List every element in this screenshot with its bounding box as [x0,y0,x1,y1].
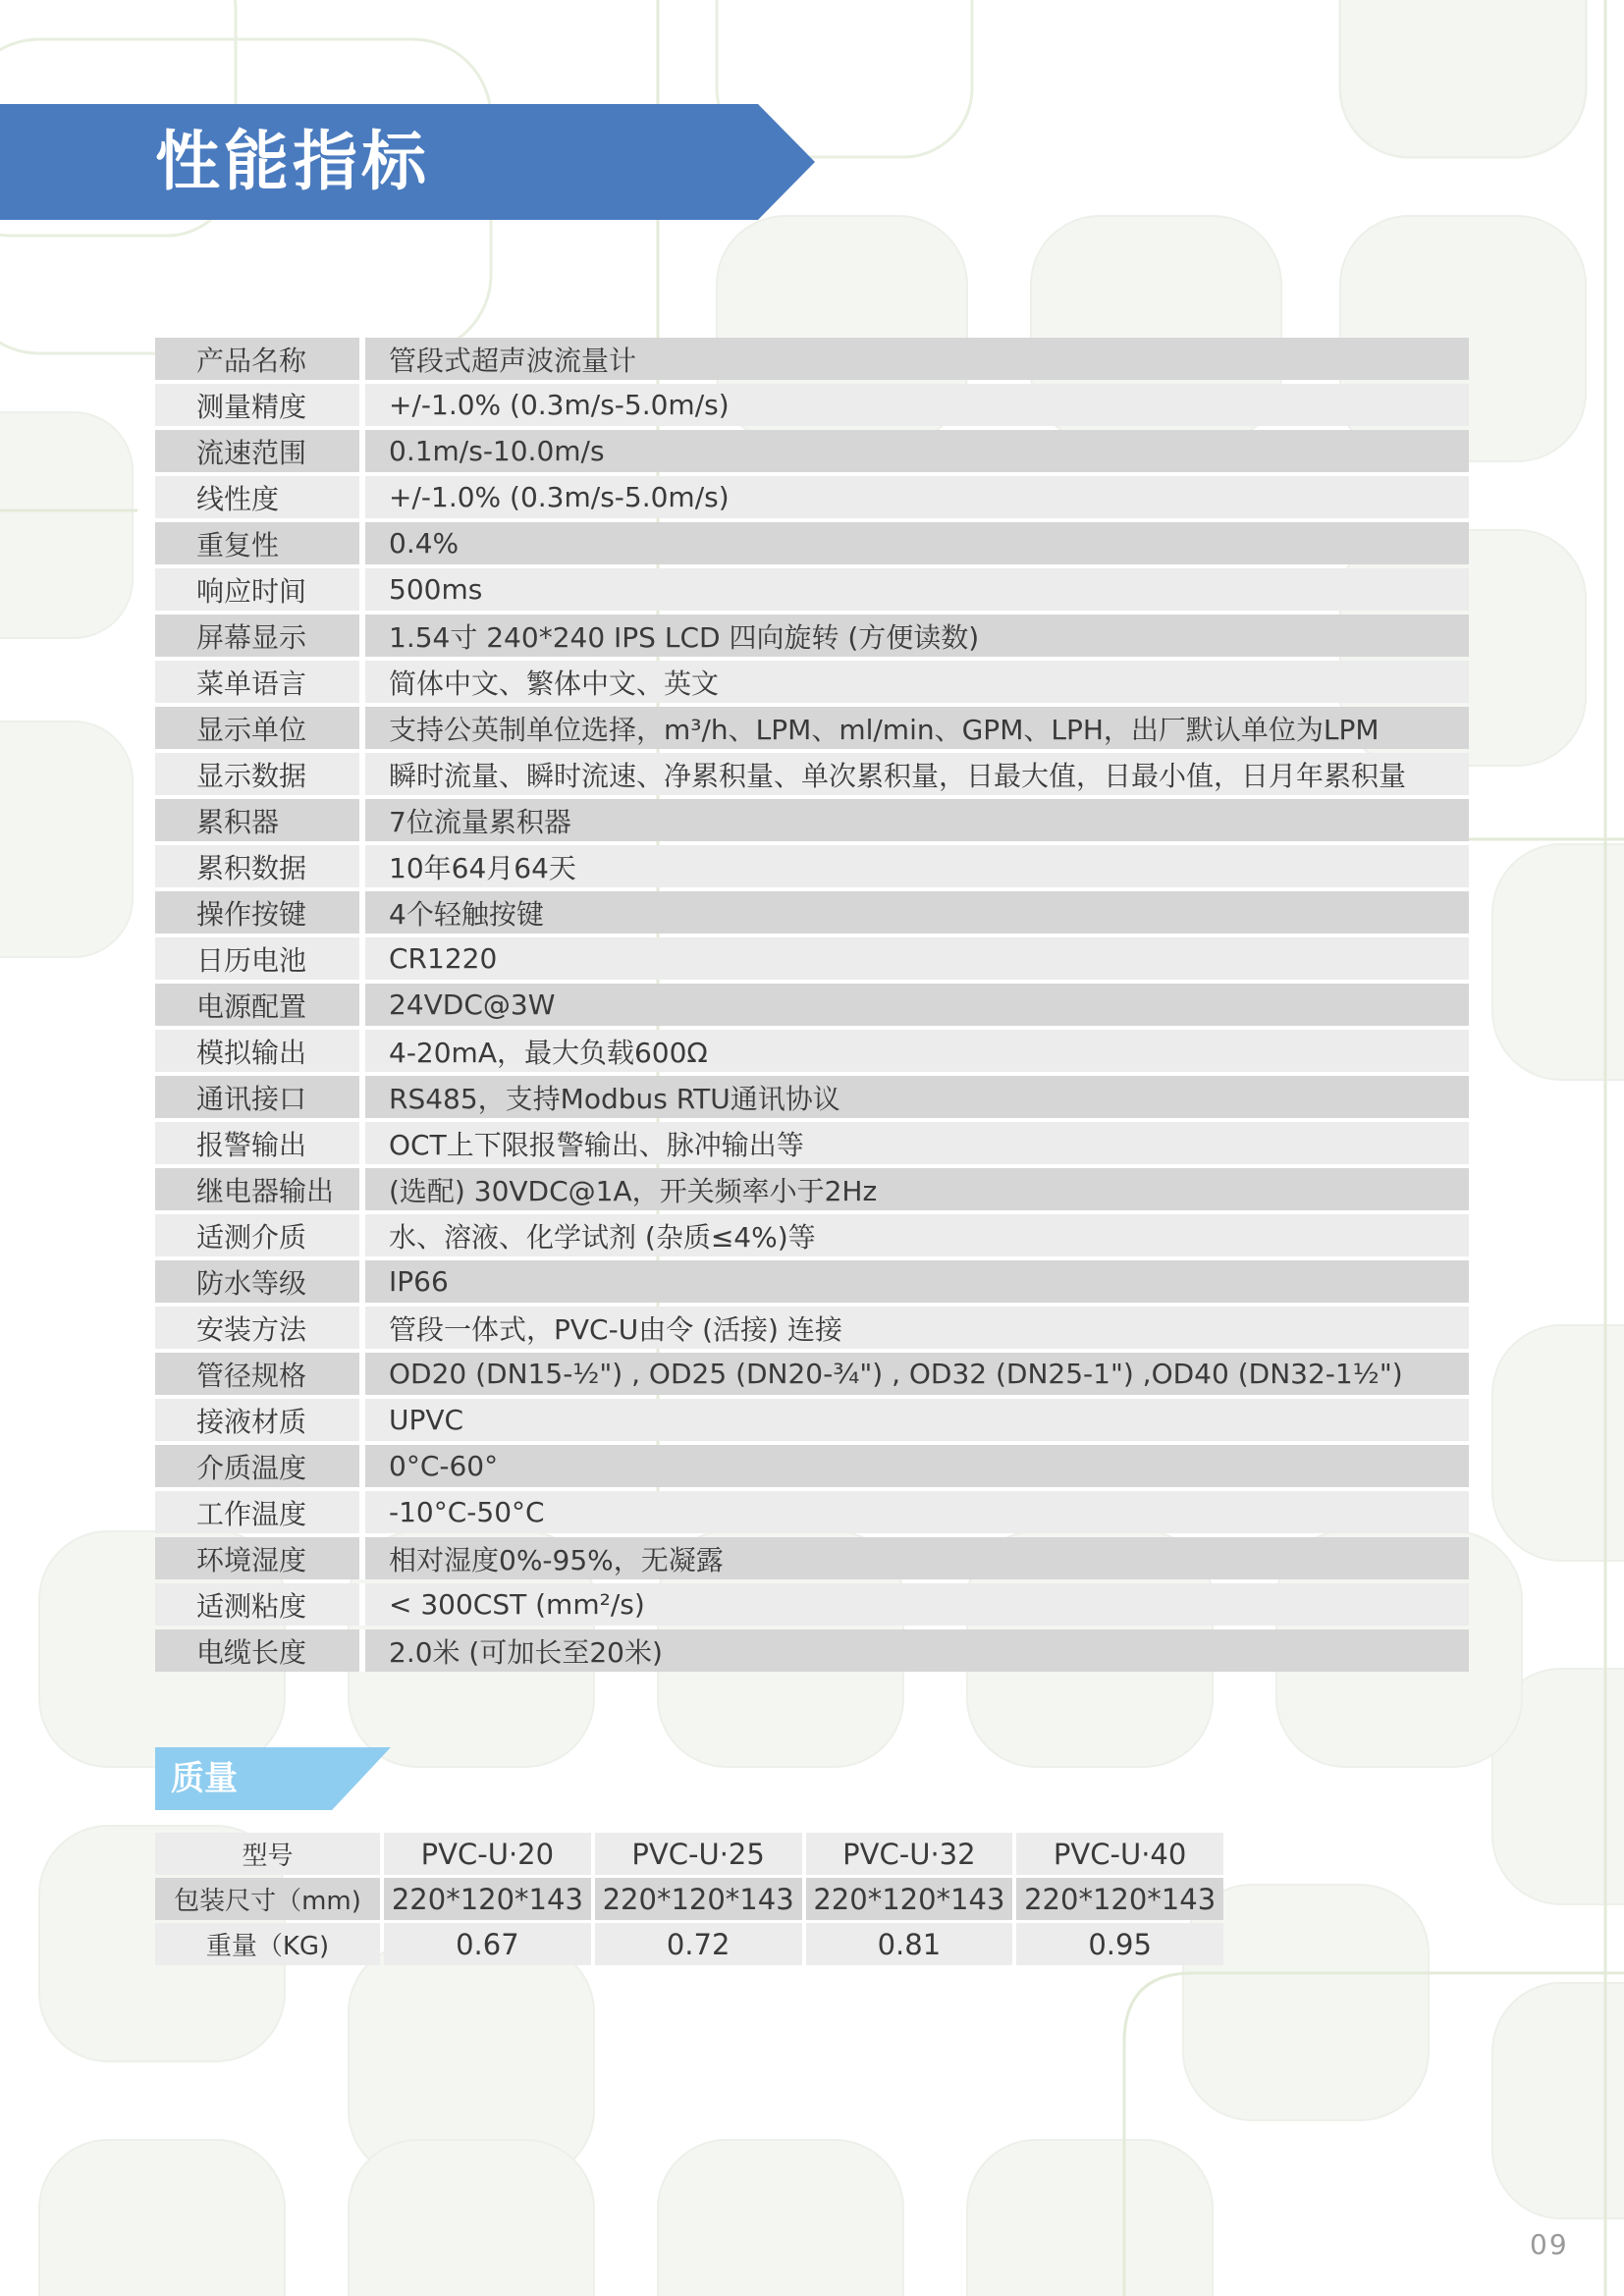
spec-value: 500ms [359,568,1469,611]
quality-model-header: PVC-U·32 [806,1833,1013,1875]
spec-label: 重复性 [155,522,359,564]
spec-label: 产品名称 [155,338,359,380]
spec-label: 日历电池 [155,937,359,980]
spec-row [155,1260,1469,1303]
quality-row-label: 重量（KG) [155,1923,380,1965]
spec-value: 24VDC@3W [359,984,1469,1026]
spec-value: 10年64月64天 [359,845,1469,887]
spec-row [155,384,1469,426]
quality-model-header: PVC-U·20 [384,1833,591,1875]
spec-label: 菜单语言 [155,661,359,703]
spec-value: < 300CST (mm²/s) [359,1583,1469,1626]
quality-cell: 220*120*143 [595,1878,802,1920]
spec-row [155,1122,1469,1164]
spec-row [155,661,1469,703]
spec-label: 累积数据 [155,845,359,887]
spec-row [155,1399,1469,1441]
page-number: 09 [1530,2228,1569,2261]
spec-value: 水、溶液、化学试剂 (杂质≤4%)等 [359,1214,1469,1256]
quality-cell: 0.72 [595,1923,802,1965]
spec-row [155,1491,1469,1533]
spec-value: RS485，支持Modbus RTU通讯协议 [359,1076,1469,1118]
spec-label: 流速范围 [155,430,359,472]
spec-value: 2.0米 (可加长至20米) [359,1629,1469,1672]
spec-row [155,1076,1469,1118]
spec-row [155,1629,1469,1672]
quality-row [155,1923,1223,1965]
quality-header-row [155,1833,1223,1875]
spec-row [155,568,1469,611]
spec-row [155,1214,1469,1256]
spec-label: 适测粘度 [155,1583,359,1626]
spec-value: 0.1m/s-10.0m/s [359,430,1469,472]
spec-label: 显示单位 [155,707,359,749]
spec-row [155,937,1469,980]
spec-row [155,707,1469,749]
spec-row [155,891,1469,934]
spec-label: 电缆长度 [155,1629,359,1672]
quality-model-header: PVC-U·40 [1016,1833,1223,1875]
quality-cell: 220*120*143 [384,1878,591,1920]
spec-row [155,1583,1469,1626]
spec-value: 4-20mA，最大负载600Ω [359,1030,1469,1072]
spec-value: 4个轻触按键 [359,891,1469,934]
spec-value: 支持公英制单位选择，m³/h、LPM、ml/min、GPM、LPH，出厂默认单位为LPM [359,707,1469,749]
spec-value: 7位流量累积器 [359,799,1469,841]
spec-value: OD20 (DN15-½") , OD25 (DN20-¾") , OD32 (DN25-1") ,OD40 (DN32-1½") [359,1353,1469,1395]
spec-row [155,753,1469,795]
spec-value: 瞬时流量、瞬时流速、净累积量、单次累积量，日最大值，日最小值，日月年累积量 [359,753,1469,795]
spec-label: 报警输出 [155,1122,359,1164]
spec-value: UPVC [359,1399,1469,1441]
spec-label: 管径规格 [155,1353,359,1395]
spec-row [155,1445,1469,1487]
spec-label: 屏幕显示 [155,614,359,657]
spec-row [155,1030,1469,1072]
spec-row [155,799,1469,841]
spec-row [155,614,1469,657]
spec-row [155,984,1469,1026]
spec-row [155,1307,1469,1349]
spec-value: 1.54寸 240*240 IPS LCD 四向旋转 (方便读数) [359,614,1469,657]
spec-label: 测量精度 [155,384,359,426]
quality-cell: 0.81 [806,1923,1013,1965]
quality-table-body [155,1833,1223,1965]
quality-title: 质量 [171,1759,238,1798]
spec-value: +/-1.0% (0.3m/s-5.0m/s) [359,476,1469,518]
spec-row [155,1353,1469,1395]
quality-cell: 220*120*143 [1016,1878,1223,1920]
spec-label: 介质温度 [155,1445,359,1487]
spec-row [155,338,1469,380]
quality-badge [155,1747,391,1810]
spec-label: 接液材质 [155,1399,359,1441]
quality-table [151,1830,1227,1968]
quality-cell: 0.67 [384,1923,591,1965]
spec-value: CR1220 [359,937,1469,980]
spec-label: 电源配置 [155,984,359,1026]
spec-value: IP66 [359,1260,1469,1303]
spec-label: 显示数据 [155,753,359,795]
spec-value: 简体中文、繁体中文、英文 [359,661,1469,703]
spec-label: 线性度 [155,476,359,518]
spec-value: OCT上下限报警输出、脉冲输出等 [359,1122,1469,1164]
spec-label: 操作按键 [155,891,359,934]
quality-row-label: 包装尺寸（mm) [155,1878,380,1920]
spec-row [155,1168,1469,1210]
spec-row [155,430,1469,472]
quality-cell: 0.95 [1016,1923,1223,1965]
spec-table-body [155,338,1469,1672]
spec-value: 管段一体式，PVC-U由令 (活接) 连接 [359,1307,1469,1349]
spec-value: (选配) 30VDC@1A，开关频率小于2Hz [359,1168,1469,1210]
spec-row [155,476,1469,518]
page-title: 性能指标 [155,124,430,199]
spec-value: -10°C-50°C [359,1491,1469,1533]
spec-label: 响应时间 [155,568,359,611]
spec-value: 相对湿度0%-95%，无凝露 [359,1537,1469,1579]
spec-table [155,334,1469,1676]
quality-cell: 220*120*143 [806,1878,1013,1920]
quality-header-label: 型号 [155,1833,380,1875]
spec-label: 继电器输出 [155,1168,359,1210]
spec-row [155,1537,1469,1579]
spec-label: 累积器 [155,799,359,841]
spec-row [155,845,1469,887]
spec-label: 环境湿度 [155,1537,359,1579]
spec-label: 防水等级 [155,1260,359,1303]
spec-label: 适测介质 [155,1214,359,1256]
spec-label: 工作温度 [155,1491,359,1533]
quality-row [155,1878,1223,1920]
spec-value: +/-1.0% (0.3m/s-5.0m/s) [359,384,1469,426]
spec-value: 0.4% [359,522,1469,564]
quality-model-header: PVC-U·25 [595,1833,802,1875]
spec-label: 通讯接口 [155,1076,359,1118]
title-banner [0,104,815,220]
spec-label: 模拟输出 [155,1030,359,1072]
spec-label: 安装方法 [155,1307,359,1349]
spec-value: 0°C-60° [359,1445,1469,1487]
spec-row [155,522,1469,564]
spec-value: 管段式超声波流量计 [359,338,1469,380]
